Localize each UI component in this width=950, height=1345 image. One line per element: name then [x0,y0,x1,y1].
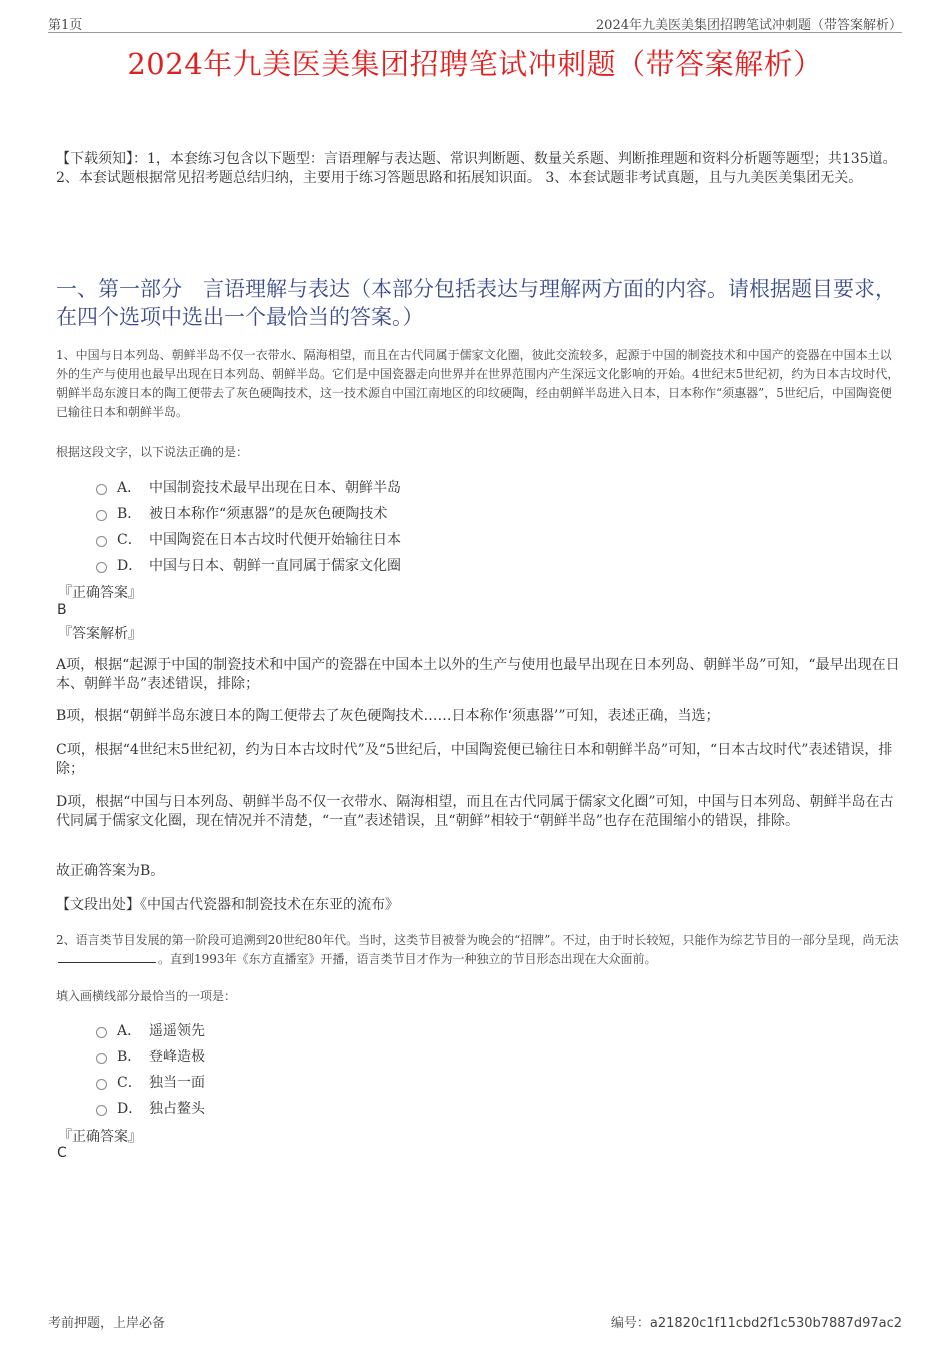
radio-icon[interactable] [96,1027,107,1038]
radio-icon[interactable] [96,484,107,495]
option-text: 中国与日本、朝鲜一直同属于儒家文化圈 [149,558,401,574]
header-doc-title: 2024年九美医美集团招聘笔试冲刺题（带答案解析） [595,18,902,33]
option-key: B． [117,506,142,522]
radio-icon[interactable] [96,510,107,521]
option-key: B． [117,1049,142,1065]
fill-blank [58,950,156,963]
option-key: A． [117,480,142,496]
option-text: 中国制瓷技术最早出现在日本、朝鲜半岛 [149,480,401,496]
q2-option-c[interactable] [96,1072,205,1092]
q1-prompt: 根据这段文字，以下说法正确的是： [56,445,249,459]
radio-icon[interactable] [96,1079,107,1090]
footer-doc-id: 编号：a21820c1f11cbd2f1c530b7887d97ac2 [610,1316,902,1331]
q2-prompt: 填入画横线部分最恰当的一项是： [56,989,237,1003]
option-key: D． [117,558,143,574]
section-heading: 一、第一部分 言语理解与表达（本部分包括表达与理解两方面的内容。请根据题目要求，在四个选项中选出一个最恰当的答案。） [56,277,896,329]
option-text: 中国陶瓷在日本古坟时代便开始输往日本 [149,532,401,548]
q1-passage: 1、中国与日本列岛、朝鲜半岛不仅一衣带水、隔海相望，而且在古代同属于儒家文化圈，彼此交流较多，起源于中国的制瓷技术和中国产的瓷器在中国本土以外的生产与使用也最早出现在日本列岛、朝鲜半岛。它们是中国瓷器走向世界并在世界范围内产生深远文化影响的开始。4世纪末5世纪初，约为日本古坟时代，朝鲜半岛东渡日本的陶工便带去了灰色硬陶技术，这一技术源自中国江南地区的印纹硬陶，经由朝鲜半岛进入日本，日本称作“须惠器”，5世纪后，中国陶瓷便已输往日本和朝鲜半岛。 [56,348,900,419]
option-key: C． [117,532,142,548]
q1-analysis-a: A项，根据“起源于中国的制瓷技术和中国产的瓷器在中国本土以外的生产与使用也最早出现在日本列岛、朝鲜半岛”可知，“最早出现在日本、朝鲜半岛”表述错误，排除； [56,657,900,692]
q2-option-d[interactable] [96,1098,205,1118]
q1-source: 【文段出处】《中国古代瓷器和制瓷技术在东亚的流布》 [56,897,399,913]
q1-analysis-label: 『答案解析』 [58,626,142,642]
q2-passage [56,931,901,969]
radio-icon[interactable] [96,536,107,547]
q2-text-before: 2、语言类节目发展的第一阶段可追溯到20世纪80年代。当时，这类节目被誉为晚会的“招牌”。不过，由于时长较短，只能作为综艺节目的一部分呈现，尚无法 [56,933,899,947]
q2-answer: C [57,1145,67,1161]
q2-text-after: 。直到1993年《东方直播室》开播，语言类节目才作为一种独立的节目形态出现在大众面前。 [158,952,657,966]
q1-option-a[interactable] [96,477,401,497]
option-key: C． [117,1075,142,1091]
option-key: A． [117,1023,142,1039]
q1-option-d[interactable] [96,555,401,575]
q2-option-a[interactable] [96,1020,205,1040]
page-header [48,12,902,33]
q1-answer: B [57,602,67,618]
q2-option-b[interactable] [96,1046,205,1066]
radio-icon[interactable] [96,562,107,573]
radio-icon[interactable] [96,1053,107,1064]
option-key: D． [117,1101,143,1117]
q1-option-c[interactable] [96,529,401,549]
q1-analysis-b: B项，根据“朝鲜半岛东渡日本的陶工便带去了灰色硬陶技术……日本称作‘须惠器’”可知，表述正确，当选； [56,708,720,724]
q1-analysis-d: D项，根据“中国与日本列岛、朝鲜半岛不仅一衣带水、隔海相望，而且在古代同属于儒家文化圈”可知，中国与日本列岛、朝鲜半岛在古代同属于儒家文化圈，现在情况并不清楚，“一直”表述错误，且“朝鲜”相较于“朝鲜半岛”也存在范围缩小的错误，排除。 [56,794,894,829]
page-number: 第1页 [48,18,83,33]
q1-answer-label: 『正确答案』 [58,585,142,601]
q2-answer-label: 『正确答案』 [58,1129,142,1145]
download-notice: 【下载须知】：1，本套练习包含以下题型：言语理解与表达题、常识判断题、数量关系题、判断推理题和资料分析题等题型；共135道。 2、本套试题根据常见招考题总结归纳，主要用于练习答题思路和拓展知识面。 3、本套试题非考试真题，且与九美医美集团无关。 [56,151,897,186]
option-text: 被日本称作“须惠器”的是灰色硬陶技术 [149,506,388,522]
footer-slogan: 考前押题，上岸必备 [48,1316,166,1331]
q1-option-b[interactable] [96,503,387,523]
option-text: 独当一面 [149,1075,205,1091]
option-text: 登峰造极 [149,1049,205,1065]
q1-conclusion: 故正确答案为B。 [56,863,165,879]
option-text: 遥遥领先 [149,1023,205,1039]
option-text: 独占鳌头 [149,1101,205,1117]
radio-icon[interactable] [96,1105,107,1116]
q1-analysis-c: C项，根据“4世纪末5世纪初，约为日本古坟时代”及“5世纪后，中国陶瓷便已输往日本和朝鲜半岛”可知，“日本古坟时代”表述错误，排除； [56,742,893,777]
page-title: 2024年九美医美集团招聘笔试冲刺题（带答案解析） [127,47,823,81]
